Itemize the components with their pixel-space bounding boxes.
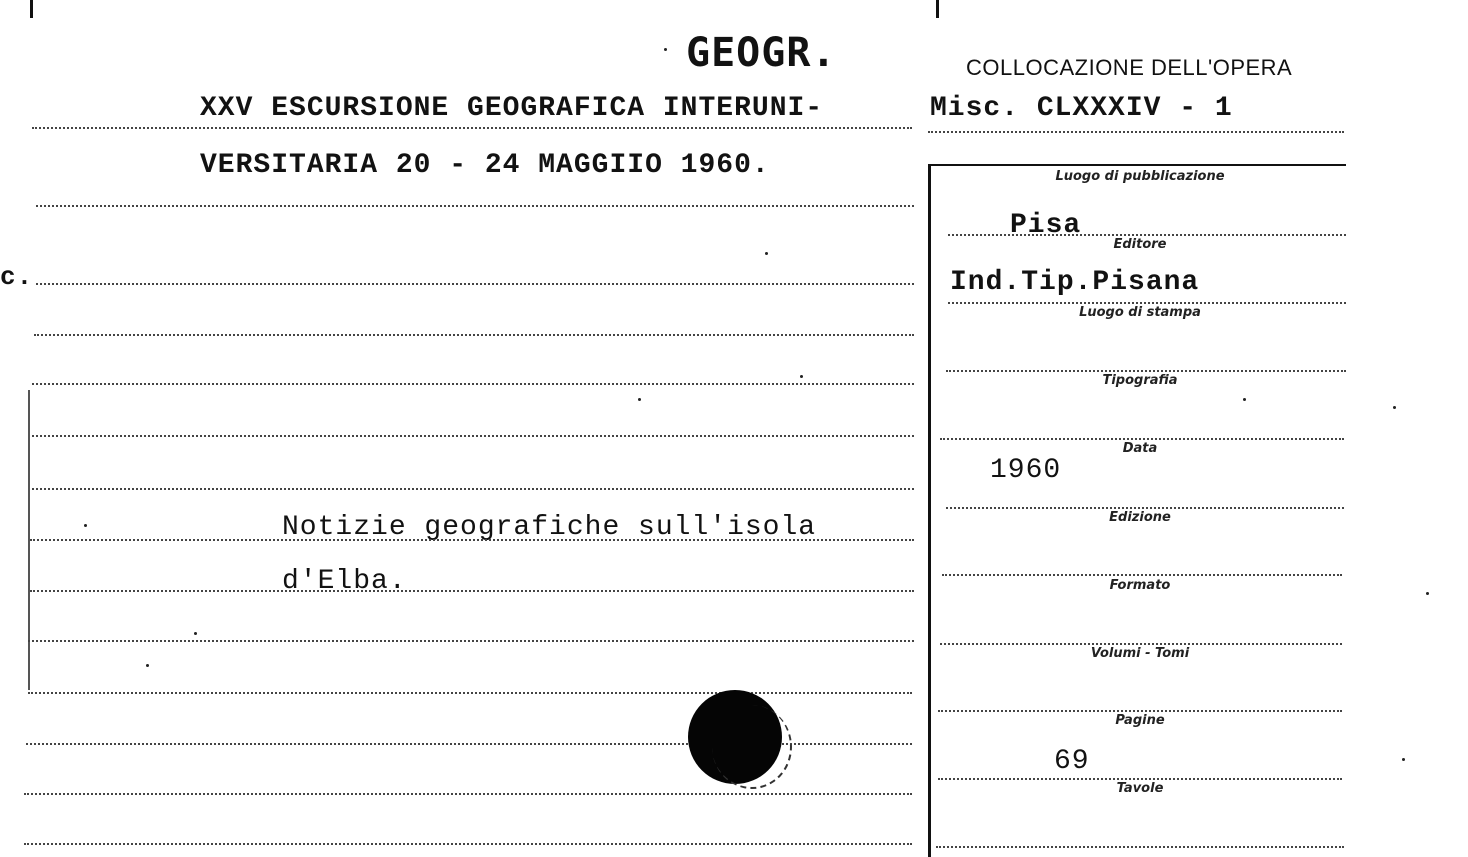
- rule-line: [30, 539, 914, 541]
- rule-line: [34, 334, 914, 336]
- panel-left-border: [928, 164, 931, 857]
- left-border-tick: [30, 0, 33, 18]
- rule-line: [24, 843, 912, 845]
- label-tipografia: Tipografia: [1102, 373, 1178, 388]
- speck: [194, 632, 197, 635]
- rule-line: [32, 435, 914, 437]
- rule-line: [28, 640, 914, 642]
- rule-line: [36, 283, 914, 285]
- title-line-2: VERSITARIA 20 - 24 MAGGIIO 1960.: [200, 150, 770, 181]
- value-editore: Ind.Tip.Pisana: [950, 267, 1200, 298]
- shelfmark: Misc. CLXXXIV - 1: [930, 93, 1233, 124]
- field-rule: [948, 234, 1346, 236]
- value-data: 1960: [990, 455, 1062, 486]
- speck: [1426, 592, 1429, 595]
- speck: [146, 664, 149, 667]
- field-rule: [938, 778, 1342, 780]
- speck: [765, 252, 768, 255]
- punch-hole-shadow: [712, 705, 792, 789]
- label-volumi-tomi: Volumi - Tomi: [1090, 646, 1190, 661]
- field-rule: [946, 507, 1344, 509]
- rule-line: [32, 488, 914, 490]
- field-rule: [936, 846, 1344, 848]
- label-editore: Editore: [1113, 237, 1167, 252]
- label-data: Data: [1122, 441, 1158, 456]
- rule-line: [24, 793, 912, 795]
- rule-line: [28, 692, 912, 694]
- field-rule: [946, 370, 1346, 372]
- speck: [1243, 398, 1246, 401]
- rule-line: [32, 127, 912, 129]
- title-line-1: XXV ESCURSIONE GEOGRAFICA INTERUNI-: [200, 93, 824, 124]
- label-luogo-pubblicazione: Luogo di pubblicazione: [1055, 169, 1225, 184]
- field-rule: [938, 710, 1342, 712]
- speck: [1393, 406, 1396, 409]
- margin-mark: c.: [0, 262, 34, 292]
- label-tavole: Tavole: [1116, 781, 1164, 796]
- speck: [84, 524, 87, 527]
- speck: [664, 48, 667, 51]
- panel-top-border: [930, 164, 1346, 166]
- field-rule: [942, 574, 1342, 576]
- speck: [800, 375, 803, 378]
- rule-line: [30, 590, 914, 592]
- label-formato: Formato: [1109, 578, 1171, 593]
- field-rule: [948, 302, 1346, 304]
- rule-line: [36, 205, 914, 207]
- speck: [638, 398, 641, 401]
- shelfmark-rule: [928, 131, 1344, 133]
- subject-line-1: Notizie geografiche sull'isola: [282, 512, 817, 543]
- label-luogo-stampa: Luogo di stampa: [1079, 305, 1201, 320]
- label-edizione: Edizione: [1109, 510, 1171, 525]
- rule-line: [32, 383, 914, 385]
- divider-tick: [936, 0, 939, 18]
- value-pagine: 69: [1054, 746, 1090, 777]
- classification-heading: GEOGR.: [686, 30, 837, 76]
- subject-line-2: d'Elba.: [282, 566, 407, 597]
- value-luogo-pubblicazione: Pisa: [1010, 210, 1082, 241]
- speck: [1402, 758, 1405, 761]
- field-rule: [940, 438, 1344, 440]
- field-rule: [940, 643, 1342, 645]
- label-pagine: Pagine: [1115, 713, 1165, 728]
- collocazione-header: COLLOCAZIONE DELL'OPERA: [966, 55, 1293, 80]
